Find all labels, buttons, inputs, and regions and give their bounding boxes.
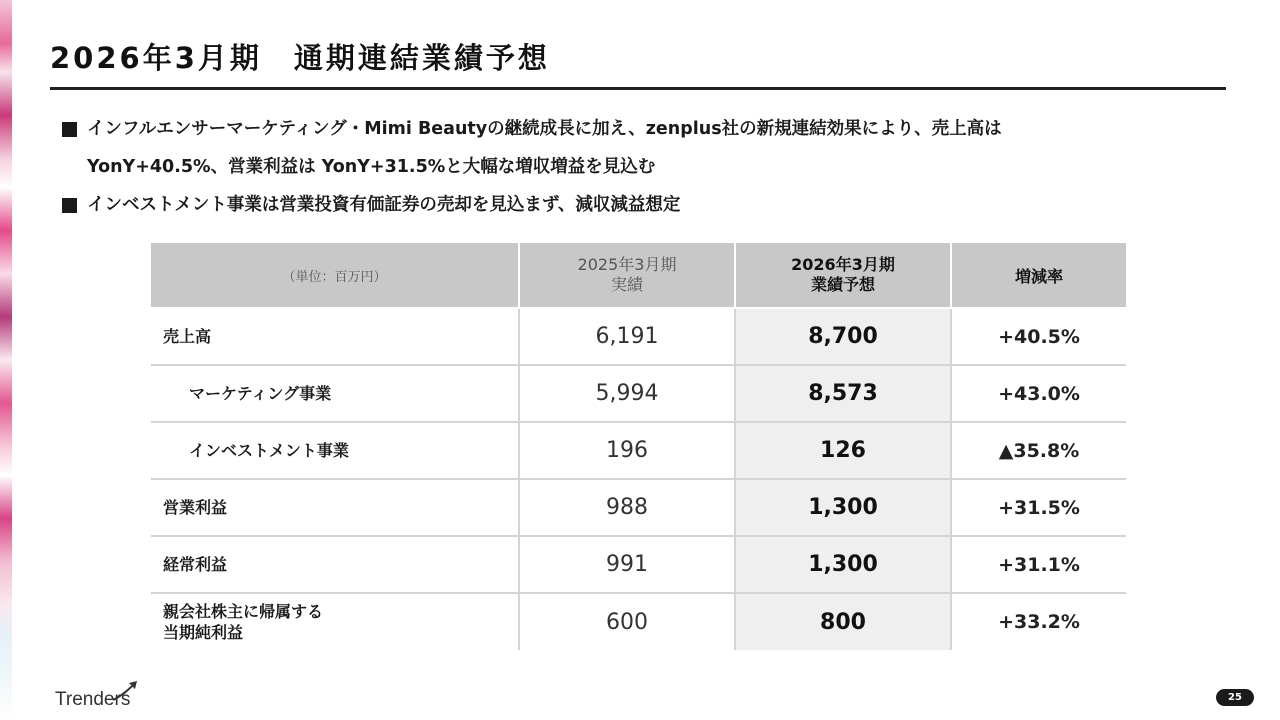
- forecast-value: 1,300: [735, 536, 951, 593]
- change-rate-value: ▲35.8%: [951, 422, 1126, 479]
- bullet-item: [62, 110, 1232, 186]
- row-label: 営業利益: [151, 479, 519, 536]
- table-row: [151, 479, 1126, 536]
- square-bullet-icon: [62, 198, 77, 213]
- change-rate-value: +31.1%: [951, 536, 1126, 593]
- forecast-table: [151, 243, 1126, 650]
- table-row: [151, 593, 1126, 650]
- trenders-logo: [53, 678, 143, 712]
- logo-text: Trenders: [55, 689, 131, 710]
- table-row: [151, 422, 1126, 479]
- change-rate-value: +33.2%: [998, 611, 1080, 633]
- row-label: 親会社株主に帰属する 当期純利益: [151, 593, 519, 650]
- square-bullet-icon: [62, 122, 77, 137]
- bullet-item: [62, 186, 1232, 224]
- bullet-text: インベストメント事業は営業投資有価証券の売却を見込まず、減収減益想定: [87, 195, 681, 215]
- prev-year-value: 988: [519, 479, 735, 536]
- table-row: [151, 536, 1126, 593]
- forecast-header-line1: 2026年3月期: [791, 255, 895, 274]
- prev-year-value: 600: [519, 593, 735, 650]
- prev-year-value: 991: [519, 536, 735, 593]
- change-rate-value: +31.5%: [951, 479, 1126, 536]
- bullet-list: [62, 110, 1232, 224]
- prev-year-value: 196: [519, 422, 735, 479]
- change-rate-header: 増減率: [951, 243, 1126, 308]
- forecast-value: 1,300: [735, 479, 951, 536]
- forecast-value: 8,573: [735, 365, 951, 422]
- title-underline: [50, 87, 1226, 90]
- row-label: マーケティング事業: [151, 365, 519, 422]
- bullet-text: インフルエンサーマーケティング・Mimi Beautyの継続成長に加え、zenplus社の新規連結効果により、売上高は YonY+40.5%、営業利益は YonY+31.5%と大幅な増収増益を見込む: [87, 119, 1002, 177]
- arrow-swoosh-icon: [53, 678, 143, 712]
- table-header-row: [151, 243, 1126, 308]
- unit-header: （単位：百万円）: [151, 243, 519, 308]
- table-row: [151, 308, 1126, 365]
- forecast-value: 8,700: [735, 308, 951, 365]
- prev-year-value: 6,191: [519, 308, 735, 365]
- forecast-value: 126: [735, 422, 951, 479]
- table-row: [151, 365, 1126, 422]
- forecast-value: 800: [735, 593, 951, 650]
- change-rate-value: +40.5%: [951, 308, 1126, 365]
- decorative-side-strip: [0, 0, 12, 720]
- row-label: 売上高: [151, 308, 519, 365]
- change-rate-value: +43.0%: [951, 365, 1126, 422]
- forecast-table-container: [151, 243, 1126, 650]
- page-number-badge: 25: [1216, 689, 1254, 706]
- forecast-header: [735, 243, 951, 308]
- row-label: インベストメント事業: [151, 422, 519, 479]
- prev-year-header-line1: 2025年3月期: [577, 255, 677, 274]
- prev-year-header: [519, 243, 735, 308]
- page-title: 2026年3月期 通期連結業績予想: [50, 41, 550, 75]
- row-label: 経常利益: [151, 536, 519, 593]
- prev-year-value: 5,994: [519, 365, 735, 422]
- prev-year-header-line2: 実績: [610, 275, 643, 294]
- forecast-header-line2: 業績予想: [810, 275, 875, 294]
